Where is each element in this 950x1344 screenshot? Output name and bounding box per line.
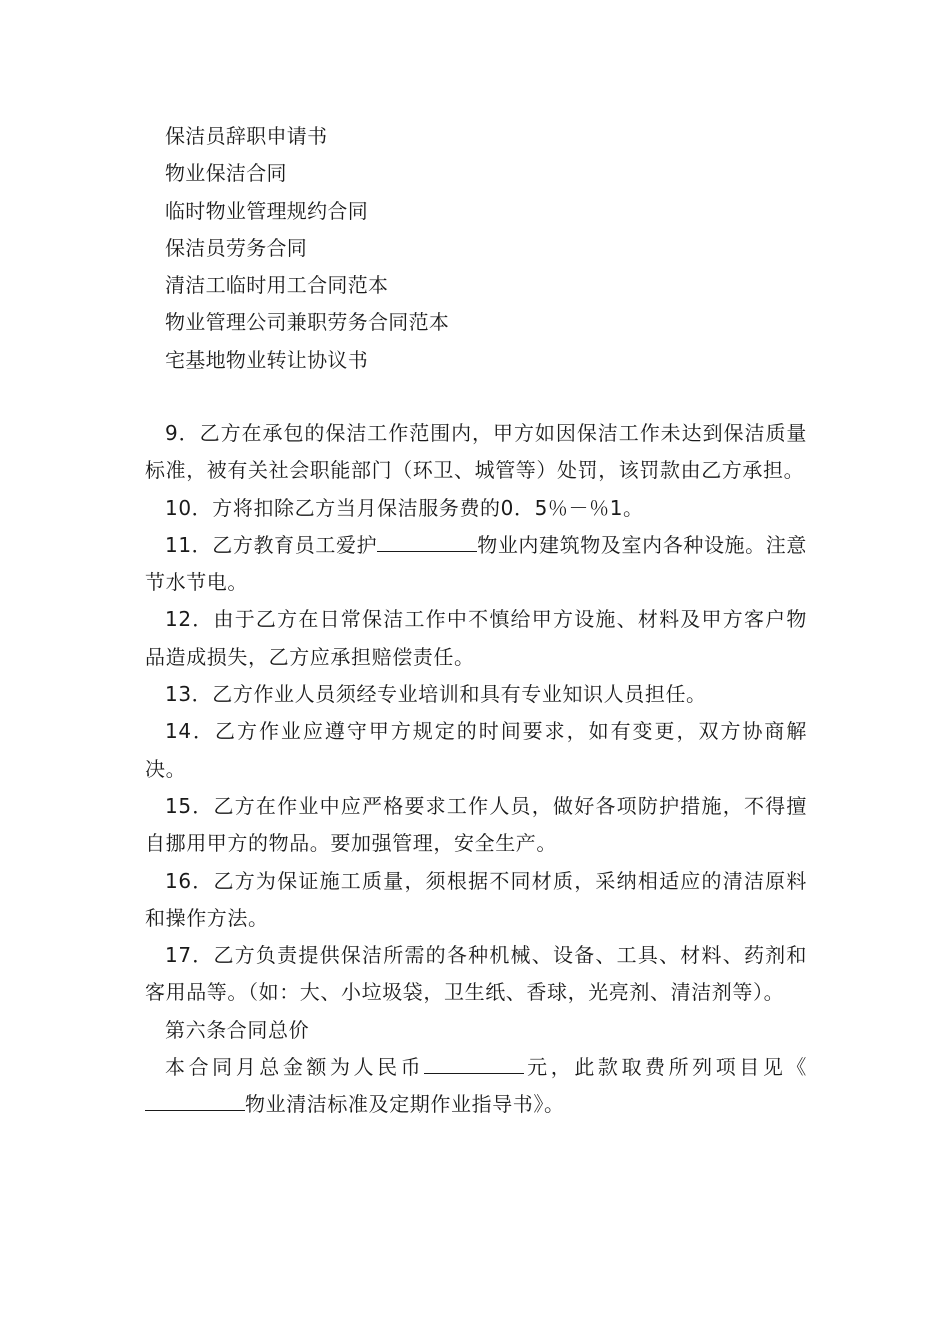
article-6-text-c: 物业清洁标准及定期作业指导书》。	[245, 1092, 565, 1117]
related-link-homestead-transfer[interactable]: 宅基地物业转让协议书	[165, 347, 368, 372]
fill-blank-amount	[424, 1053, 524, 1074]
article-6-text	[145, 1049, 807, 1124]
fill-blank-property-name	[377, 531, 477, 552]
clause-15: 15．乙方在作业中应严格要求工作人员，做好各项防护措施，不得擅自挪用甲方的物品。要加强管理，安全生产。	[145, 793, 807, 856]
related-link-cleaning-contract[interactable]: 物业保洁合同	[165, 161, 287, 186]
clause-11-text-a: 11．乙方教育员工爱护	[165, 532, 378, 557]
related-link-parttime-labor[interactable]: 物业管理公司兼职劳务合同范本	[165, 310, 450, 335]
article-6-heading: 第六条合同总价	[165, 1017, 310, 1042]
clause-17: 17．乙方负责提供保洁所需的各种机械、设备、工具、材料、药剂和客用品等。（如：大、小垃圾袋，卫生纸、香球，光亮剂、清洁剂等）。	[145, 943, 807, 1005]
article-6-text-b: 元，此款取费所列项目见《	[524, 1055, 807, 1080]
clause-9: 9．乙方在承包的保洁工作范围内，甲方如因保洁工作未达到保洁质量标准，被有关社会职能部门（环卫、城管等）处罚，该罚款由乙方承担。	[145, 421, 807, 483]
clause-16: 16．乙方为保证施工质量，须根据不同材质，采纳相适应的清洁原料和操作方法。	[145, 868, 807, 930]
related-link-temp-management[interactable]: 临时物业管理规约合同	[165, 198, 368, 223]
clause-14: 14．乙方作业应遵守甲方规定的时间要求，如有变更，双方协商解决。	[145, 719, 807, 781]
clause-10: 10．方将扣除乙方当月保洁服务费的0．5％－％1。	[165, 495, 644, 520]
clause-13: 13．乙方作业人员须经专业培训和具有专业知识人员担任。	[165, 682, 707, 707]
fill-blank-guide-name	[145, 1090, 245, 1111]
clause-12: 12．由于乙方在日常保洁工作中不慎给甲方设施、材料及甲方客户物品造成损失，乙方应承担赔偿责任。	[145, 607, 807, 669]
related-documents-list	[165, 118, 825, 379]
contract-body	[145, 415, 807, 1124]
related-link-temp-employment[interactable]: 清洁工临时用工合同范本	[165, 273, 389, 298]
related-link-labor-contract[interactable]: 保洁员劳务合同	[165, 235, 308, 260]
clause-11-text-b: 物业内建筑物及室内各种设施。注意节水节电。	[145, 532, 807, 595]
related-link-resignation[interactable]: 保洁员辞职申请书	[165, 124, 328, 148]
clause-11	[145, 527, 807, 602]
article-6-text-a: 本合同月总金额为人民币	[165, 1055, 425, 1080]
